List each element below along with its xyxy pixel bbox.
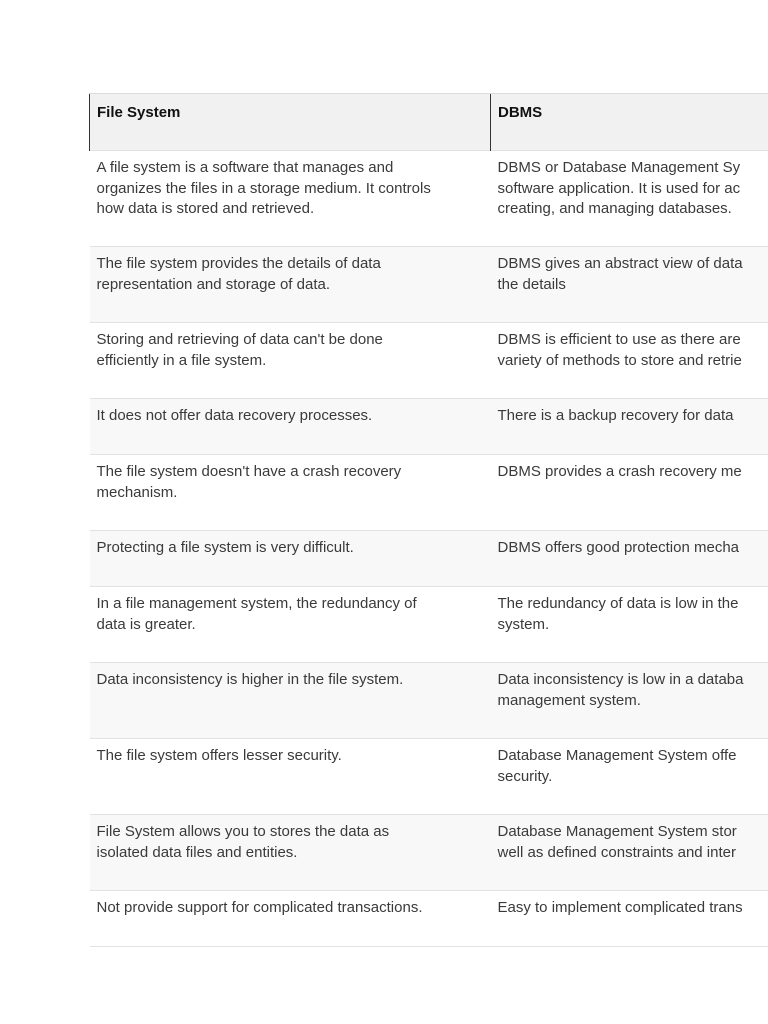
cell-line: organizes the files in a storage medium. It controls bbox=[96, 179, 431, 197]
cell-file-system bbox=[90, 663, 491, 739]
cell-line: The file system doesn't have a crash recovery bbox=[96, 463, 402, 480]
cell-line: A file system is a software that manages and bbox=[96, 159, 394, 176]
cell-line: well as defined constraints and inter bbox=[497, 843, 736, 861]
table-row bbox=[90, 739, 768, 815]
cell-file-system bbox=[90, 323, 491, 399]
table-row bbox=[90, 323, 768, 399]
cell-file-system bbox=[90, 815, 491, 891]
cell-line: data is greater. bbox=[96, 615, 196, 633]
table-row bbox=[90, 891, 768, 947]
cell-dbms bbox=[491, 739, 768, 815]
cell-dbms bbox=[491, 399, 768, 455]
cell-line: DBMS is efficient to use as there are bbox=[497, 331, 741, 348]
cell-dbms bbox=[491, 587, 768, 663]
cell-line: representation and storage of data. bbox=[96, 275, 330, 293]
table-row bbox=[90, 151, 768, 247]
cell-line: The redundancy of data is low in the bbox=[497, 595, 739, 612]
cell-line: Protecting a file system is very difficult. bbox=[96, 539, 354, 556]
cell-line: There is a backup recovery for data bbox=[497, 407, 734, 424]
cell-line: variety of methods to store and retrie bbox=[497, 351, 742, 369]
cell-line: DBMS or Database Management Sy bbox=[497, 159, 741, 176]
table-row bbox=[90, 531, 768, 587]
table-row bbox=[90, 587, 768, 663]
cell-line: how data is stored and retrieved. bbox=[96, 200, 315, 217]
cell-line: Not provide support for complicated transactions. bbox=[96, 899, 423, 916]
cell-line: system. bbox=[497, 615, 550, 633]
cell-line: Data inconsistency is higher in the file system. bbox=[96, 671, 404, 688]
cell-line: creating, and managing databases. bbox=[497, 200, 732, 217]
cell-line: management system. bbox=[497, 691, 641, 709]
table-row bbox=[90, 399, 768, 455]
cell-line: Database Management System stor bbox=[497, 823, 737, 840]
cell-file-system bbox=[90, 587, 491, 663]
cell-line: Data inconsistency is low in a databa bbox=[497, 671, 744, 688]
table-header-row bbox=[90, 94, 768, 151]
header-dbms bbox=[491, 94, 768, 151]
cell-line: the details bbox=[497, 275, 566, 293]
cell-line: File System allows you to stores the data as bbox=[96, 823, 390, 840]
cell-dbms bbox=[491, 891, 768, 947]
cell-line: efficiently in a file system. bbox=[96, 351, 267, 369]
cell-line: Storing and retrieving of data can't be done bbox=[96, 331, 383, 348]
cell-line: In a file management system, the redundancy of bbox=[96, 595, 417, 612]
cell-line: DBMS offers good protection mecha bbox=[497, 539, 740, 556]
cell-dbms bbox=[491, 663, 768, 739]
cell-dbms bbox=[491, 247, 768, 323]
cell-dbms bbox=[491, 455, 768, 531]
cell-dbms bbox=[491, 815, 768, 891]
table-row bbox=[90, 815, 768, 891]
cell-file-system bbox=[90, 739, 491, 815]
header-dbms-label: DBMS bbox=[498, 104, 543, 121]
cell-file-system bbox=[90, 247, 491, 323]
header-file-system-label: File System bbox=[97, 104, 181, 121]
cell-line: The file system provides the details of data bbox=[96, 255, 381, 272]
cell-file-system bbox=[90, 531, 491, 587]
cell-line: It does not offer data recovery processes. bbox=[96, 407, 373, 424]
header-file-system bbox=[90, 94, 491, 151]
cell-line: The file system offers lesser security. bbox=[96, 747, 342, 764]
cell-line: software application. It is used for ac bbox=[497, 179, 741, 197]
comparison-table-container bbox=[89, 93, 768, 947]
cell-file-system bbox=[90, 455, 491, 531]
comparison-table bbox=[89, 93, 768, 947]
cell-line: Easy to implement complicated trans bbox=[497, 899, 743, 916]
cell-line: Database Management System offe bbox=[497, 747, 737, 764]
cell-file-system bbox=[90, 891, 491, 947]
table-row bbox=[90, 247, 768, 323]
cell-dbms bbox=[491, 151, 768, 247]
cell-line: DBMS gives an abstract view of data bbox=[497, 255, 743, 272]
cell-line: isolated data files and entities. bbox=[96, 843, 298, 861]
table-row bbox=[90, 663, 768, 739]
cell-line: DBMS provides a crash recovery me bbox=[497, 463, 742, 480]
cell-file-system bbox=[90, 151, 491, 247]
cell-file-system bbox=[90, 399, 491, 455]
cell-dbms bbox=[491, 531, 768, 587]
table-row bbox=[90, 455, 768, 531]
cell-dbms bbox=[491, 323, 768, 399]
cell-line: mechanism. bbox=[96, 483, 178, 501]
cell-line: security. bbox=[497, 767, 553, 785]
